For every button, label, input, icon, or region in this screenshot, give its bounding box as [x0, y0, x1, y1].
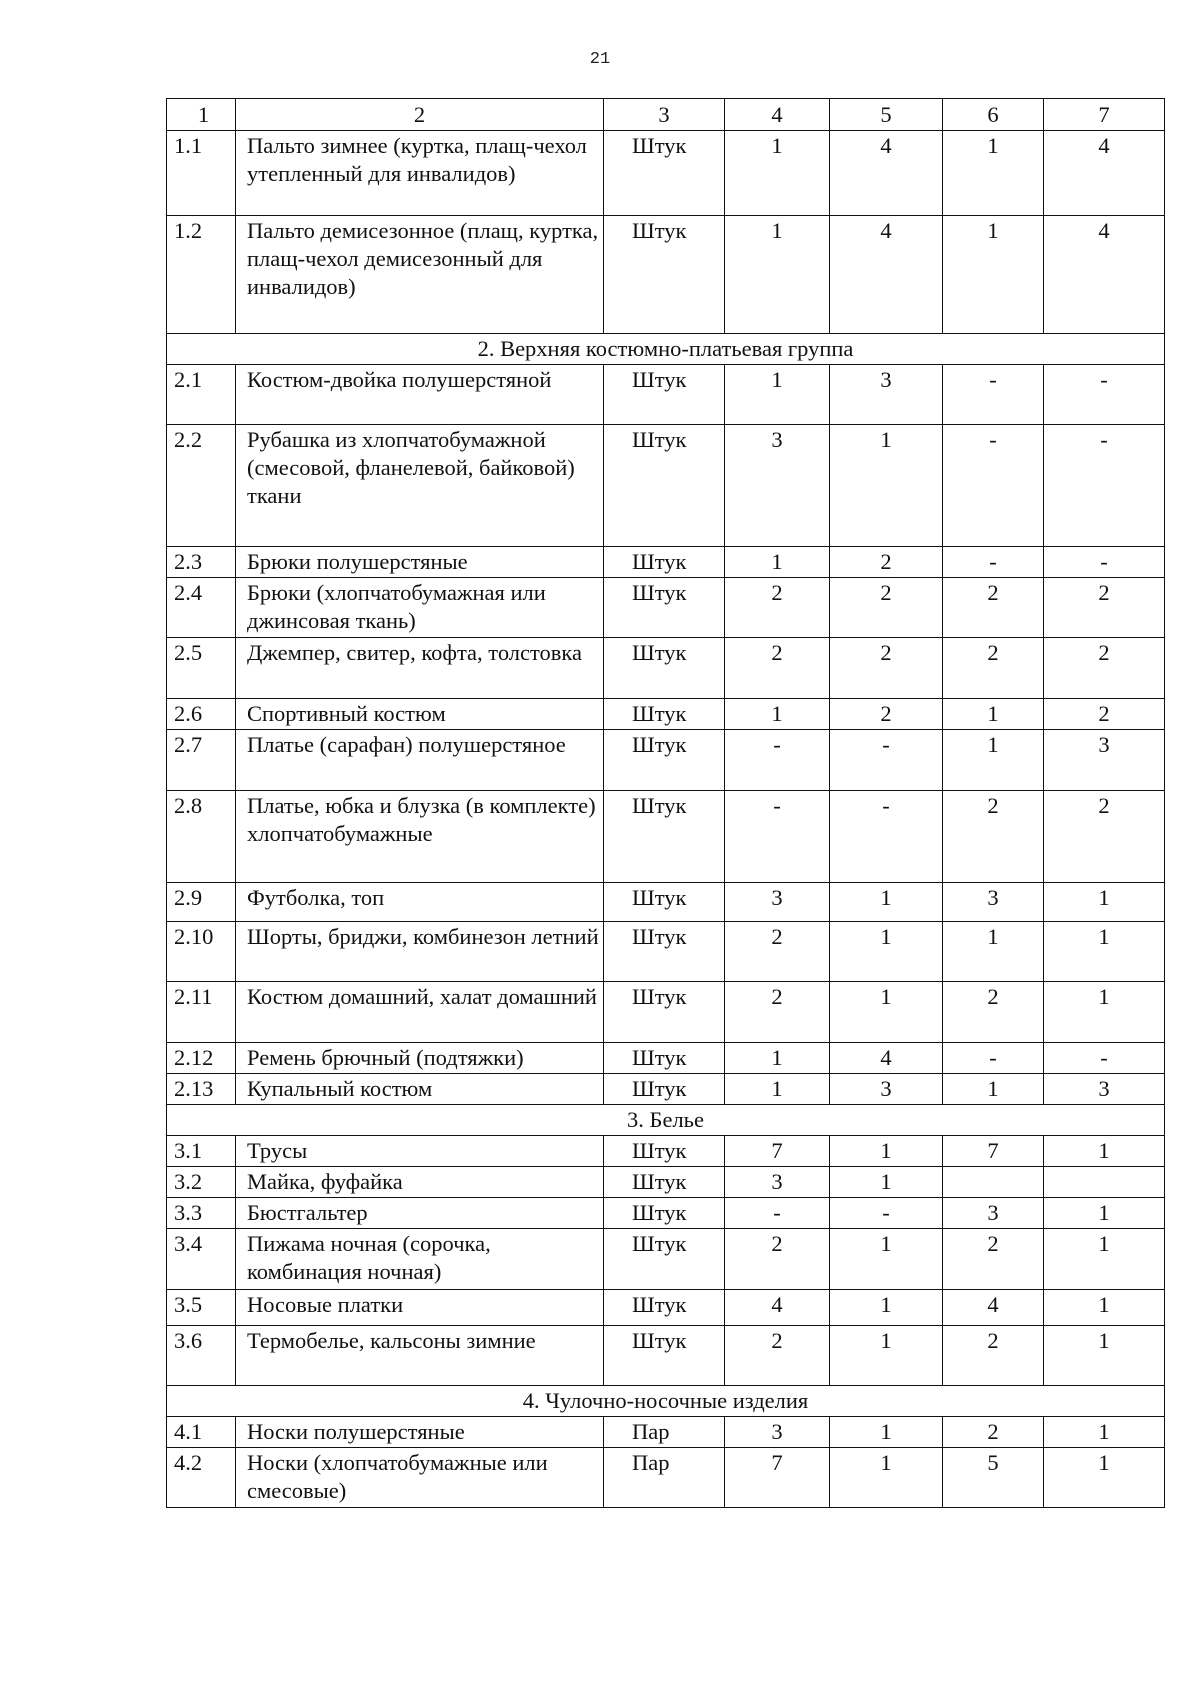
table-body [167, 99, 1165, 1508]
qty-col-5: 1 [830, 883, 943, 922]
item-name: Брюки полушерстяные [236, 547, 604, 578]
qty-col-7: 1 [1044, 1417, 1165, 1448]
items-table [166, 98, 1165, 1508]
qty-col-4: 2 [725, 578, 830, 638]
table-row [167, 547, 1165, 578]
table-row [167, 1074, 1165, 1105]
qty-col-7: 1 [1044, 922, 1165, 982]
unit: Штук [604, 1167, 725, 1198]
row-number: 2.9 [167, 883, 236, 922]
qty-col-4: 1 [725, 365, 830, 425]
qty-col-5: 1 [830, 1417, 943, 1448]
unit: Штук [604, 982, 725, 1043]
unit: Штук [604, 1198, 725, 1229]
qty-col-7: 4 [1044, 131, 1165, 216]
qty-col-5: - [830, 730, 943, 791]
unit: Штук [604, 1136, 725, 1167]
item-name: Майка, фуфайка [236, 1167, 604, 1198]
qty-col-7: - [1044, 425, 1165, 547]
qty-col-5: 1 [830, 425, 943, 547]
unit: Штук [604, 547, 725, 578]
row-number: 2.8 [167, 791, 236, 883]
header-cell-7: 7 [1044, 99, 1165, 131]
item-name: Трусы [236, 1136, 604, 1167]
qty-col-4: 7 [725, 1448, 830, 1508]
table-row [167, 1326, 1165, 1386]
qty-col-5: 1 [830, 1167, 943, 1198]
unit: Штук [604, 1043, 725, 1074]
qty-col-4: 3 [725, 1417, 830, 1448]
item-name: Ремень брючный (подтяжки) [236, 1043, 604, 1074]
qty-col-5: 1 [830, 922, 943, 982]
unit: Штук [604, 730, 725, 791]
header-cell-3: 3 [604, 99, 725, 131]
header-cell-6: 6 [943, 99, 1044, 131]
row-number: 2.2 [167, 425, 236, 547]
header-cell-5: 5 [830, 99, 943, 131]
qty-col-6: - [943, 365, 1044, 425]
row-number: 3.6 [167, 1326, 236, 1386]
qty-col-4: 1 [725, 547, 830, 578]
qty-col-6: 2 [943, 1326, 1044, 1386]
unit: Пар [604, 1448, 725, 1508]
qty-col-5: 4 [830, 216, 943, 334]
table-row [167, 883, 1165, 922]
unit: Штук [604, 216, 725, 334]
qty-col-4: 3 [725, 1167, 830, 1198]
row-number: 3.1 [167, 1136, 236, 1167]
qty-col-5: 3 [830, 365, 943, 425]
unit: Штук [604, 425, 725, 547]
unit: Штук [604, 131, 725, 216]
item-name: Бюстгальтер [236, 1198, 604, 1229]
item-name: Носки (хлопчатобумажные или смесовые) [236, 1448, 604, 1508]
table-row [167, 1136, 1165, 1167]
qty-col-4: 1 [725, 699, 830, 730]
table-row [167, 131, 1165, 216]
qty-col-4: 3 [725, 883, 830, 922]
unit: Штук [604, 699, 725, 730]
item-name: Костюм-двойка полушерстяной [236, 365, 604, 425]
qty-col-4: 2 [725, 1229, 830, 1290]
qty-col-6: 2 [943, 791, 1044, 883]
item-name: Пальто зимнее (куртка, плащ-чехол утепленный для инвалидов) [236, 131, 604, 216]
qty-col-7: 1 [1044, 1229, 1165, 1290]
item-name: Шорты, бриджи, комбинезон летний [236, 922, 604, 982]
qty-col-6: - [943, 1043, 1044, 1074]
qty-col-4: 4 [725, 1290, 830, 1326]
qty-col-7: 1 [1044, 883, 1165, 922]
row-number: 4.2 [167, 1448, 236, 1508]
qty-col-7: 4 [1044, 216, 1165, 334]
item-name: Носовые платки [236, 1290, 604, 1326]
table-row [167, 699, 1165, 730]
item-name: Носки полушерстяные [236, 1417, 604, 1448]
qty-col-4: 1 [725, 1043, 830, 1074]
row-number: 2.12 [167, 1043, 236, 1074]
row-number: 2.11 [167, 982, 236, 1043]
qty-col-4: 3 [725, 425, 830, 547]
unit: Штук [604, 922, 725, 982]
unit: Штук [604, 638, 725, 699]
table-row [167, 578, 1165, 638]
qty-col-5: 1 [830, 1290, 943, 1326]
qty-col-7 [1044, 1167, 1165, 1198]
section-title: 3. Белье [167, 1105, 1165, 1136]
row-number: 2.1 [167, 365, 236, 425]
section-row [167, 1105, 1165, 1136]
header-cell-4: 4 [725, 99, 830, 131]
table-row [167, 638, 1165, 699]
table-row [167, 982, 1165, 1043]
qty-col-5: 1 [830, 1229, 943, 1290]
qty-col-5: - [830, 1198, 943, 1229]
qty-col-7: - [1044, 1043, 1165, 1074]
qty-col-6: 3 [943, 1198, 1044, 1229]
qty-col-5: 2 [830, 638, 943, 699]
qty-col-4: - [725, 1198, 830, 1229]
qty-col-6: 2 [943, 1417, 1044, 1448]
qty-col-6: 1 [943, 1074, 1044, 1105]
row-number: 2.4 [167, 578, 236, 638]
table-row [167, 1417, 1165, 1448]
qty-col-5: 2 [830, 699, 943, 730]
qty-col-7: 2 [1044, 791, 1165, 883]
qty-col-6 [943, 1167, 1044, 1198]
section-row [167, 334, 1165, 365]
qty-col-7: 1 [1044, 1290, 1165, 1326]
qty-col-6: 5 [943, 1448, 1044, 1508]
qty-col-6: 1 [943, 922, 1044, 982]
qty-col-4: - [725, 791, 830, 883]
unit: Штук [604, 1290, 725, 1326]
qty-col-5: - [830, 791, 943, 883]
qty-col-7: 2 [1044, 578, 1165, 638]
qty-col-5: 4 [830, 1043, 943, 1074]
qty-col-7: 2 [1044, 638, 1165, 699]
unit: Штук [604, 791, 725, 883]
qty-col-5: 1 [830, 982, 943, 1043]
qty-col-4: 1 [725, 131, 830, 216]
row-number: 3.5 [167, 1290, 236, 1326]
qty-col-4: 7 [725, 1136, 830, 1167]
row-number: 3.2 [167, 1167, 236, 1198]
unit: Штук [604, 1326, 725, 1386]
item-name: Футболка, топ [236, 883, 604, 922]
qty-col-6: 2 [943, 578, 1044, 638]
table-row [167, 1043, 1165, 1074]
item-name: Термобелье, кальсоны зимние [236, 1326, 604, 1386]
header-row [167, 99, 1165, 131]
qty-col-7: 3 [1044, 730, 1165, 791]
row-number: 1.1 [167, 131, 236, 216]
page-number: 21 [589, 50, 611, 69]
qty-col-6: 2 [943, 638, 1044, 699]
item-name: Брюки (хлопчатобумажная или джинсовая ткань) [236, 578, 604, 638]
item-name: Костюм домашний, халат домашний [236, 982, 604, 1043]
row-number: 2.6 [167, 699, 236, 730]
qty-col-6: 1 [943, 699, 1044, 730]
item-name: Платье, юбка и блузка (в комплекте) хлопчатобумажные [236, 791, 604, 883]
section-row [167, 1386, 1165, 1417]
qty-col-4: 2 [725, 982, 830, 1043]
table-row [167, 365, 1165, 425]
table-row [167, 922, 1165, 982]
table-row [167, 425, 1165, 547]
unit: Штук [604, 578, 725, 638]
item-name: Пижама ночная (сорочка, комбинация ночная) [236, 1229, 604, 1290]
qty-col-6: 2 [943, 982, 1044, 1043]
table-row [167, 216, 1165, 334]
row-number: 3.4 [167, 1229, 236, 1290]
qty-col-4: 2 [725, 638, 830, 699]
qty-col-6: 7 [943, 1136, 1044, 1167]
row-number: 2.5 [167, 638, 236, 699]
qty-col-7: - [1044, 547, 1165, 578]
header-cell-2: 2 [236, 99, 604, 131]
qty-col-5: 1 [830, 1448, 943, 1508]
qty-col-4: 1 [725, 1074, 830, 1105]
item-name: Спортивный костюм [236, 699, 604, 730]
table-row [167, 1448, 1165, 1508]
unit: Штук [604, 1074, 725, 1105]
qty-col-7: 1 [1044, 1326, 1165, 1386]
table-row [167, 1198, 1165, 1229]
item-name: Платье (сарафан) полушерстяное [236, 730, 604, 791]
qty-col-7: 1 [1044, 982, 1165, 1043]
unit: Штук [604, 365, 725, 425]
qty-col-5: 3 [830, 1074, 943, 1105]
qty-col-6: 1 [943, 131, 1044, 216]
qty-col-6: 2 [943, 1229, 1044, 1290]
item-name: Купальный костюм [236, 1074, 604, 1105]
row-number: 2.10 [167, 922, 236, 982]
section-title: 4. Чулочно-носочные изделия [167, 1386, 1165, 1417]
item-name: Рубашка из хлопчатобумажной (смесовой, фланелевой, байковой) ткани [236, 425, 604, 547]
qty-col-4: 2 [725, 922, 830, 982]
qty-col-7: 1 [1044, 1448, 1165, 1508]
qty-col-7: 3 [1044, 1074, 1165, 1105]
qty-col-7: 1 [1044, 1136, 1165, 1167]
table-row [167, 1167, 1165, 1198]
row-number: 2.7 [167, 730, 236, 791]
qty-col-4: 1 [725, 216, 830, 334]
qty-col-4: 2 [725, 1326, 830, 1386]
qty-col-6: - [943, 425, 1044, 547]
qty-col-5: 1 [830, 1326, 943, 1386]
row-number: 4.1 [167, 1417, 236, 1448]
section-title: 2. Верхняя костюмно-платьевая группа [167, 334, 1165, 365]
header-cell-1: 1 [167, 99, 236, 131]
qty-col-7: 1 [1044, 1198, 1165, 1229]
qty-col-7: - [1044, 365, 1165, 425]
qty-col-6: 1 [943, 216, 1044, 334]
qty-col-6: - [943, 547, 1044, 578]
table-row [167, 1290, 1165, 1326]
unit: Штук [604, 1229, 725, 1290]
row-number: 2.3 [167, 547, 236, 578]
qty-col-5: 4 [830, 131, 943, 216]
row-number: 1.2 [167, 216, 236, 334]
unit: Штук [604, 883, 725, 922]
item-name: Пальто демисезонное (плащ, куртка, плащ-чехол демисезонный для инвалидов) [236, 216, 604, 334]
table-row [167, 1229, 1165, 1290]
qty-col-5: 2 [830, 578, 943, 638]
qty-col-6: 4 [943, 1290, 1044, 1326]
qty-col-7: 2 [1044, 699, 1165, 730]
qty-col-6: 3 [943, 883, 1044, 922]
table-row [167, 730, 1165, 791]
item-name: Джемпер, свитер, кофта, толстовка [236, 638, 604, 699]
row-number: 3.3 [167, 1198, 236, 1229]
table-row [167, 791, 1165, 883]
unit: Пар [604, 1417, 725, 1448]
qty-col-4: - [725, 730, 830, 791]
qty-col-5: 2 [830, 547, 943, 578]
qty-col-5: 1 [830, 1136, 943, 1167]
qty-col-6: 1 [943, 730, 1044, 791]
row-number: 2.13 [167, 1074, 236, 1105]
